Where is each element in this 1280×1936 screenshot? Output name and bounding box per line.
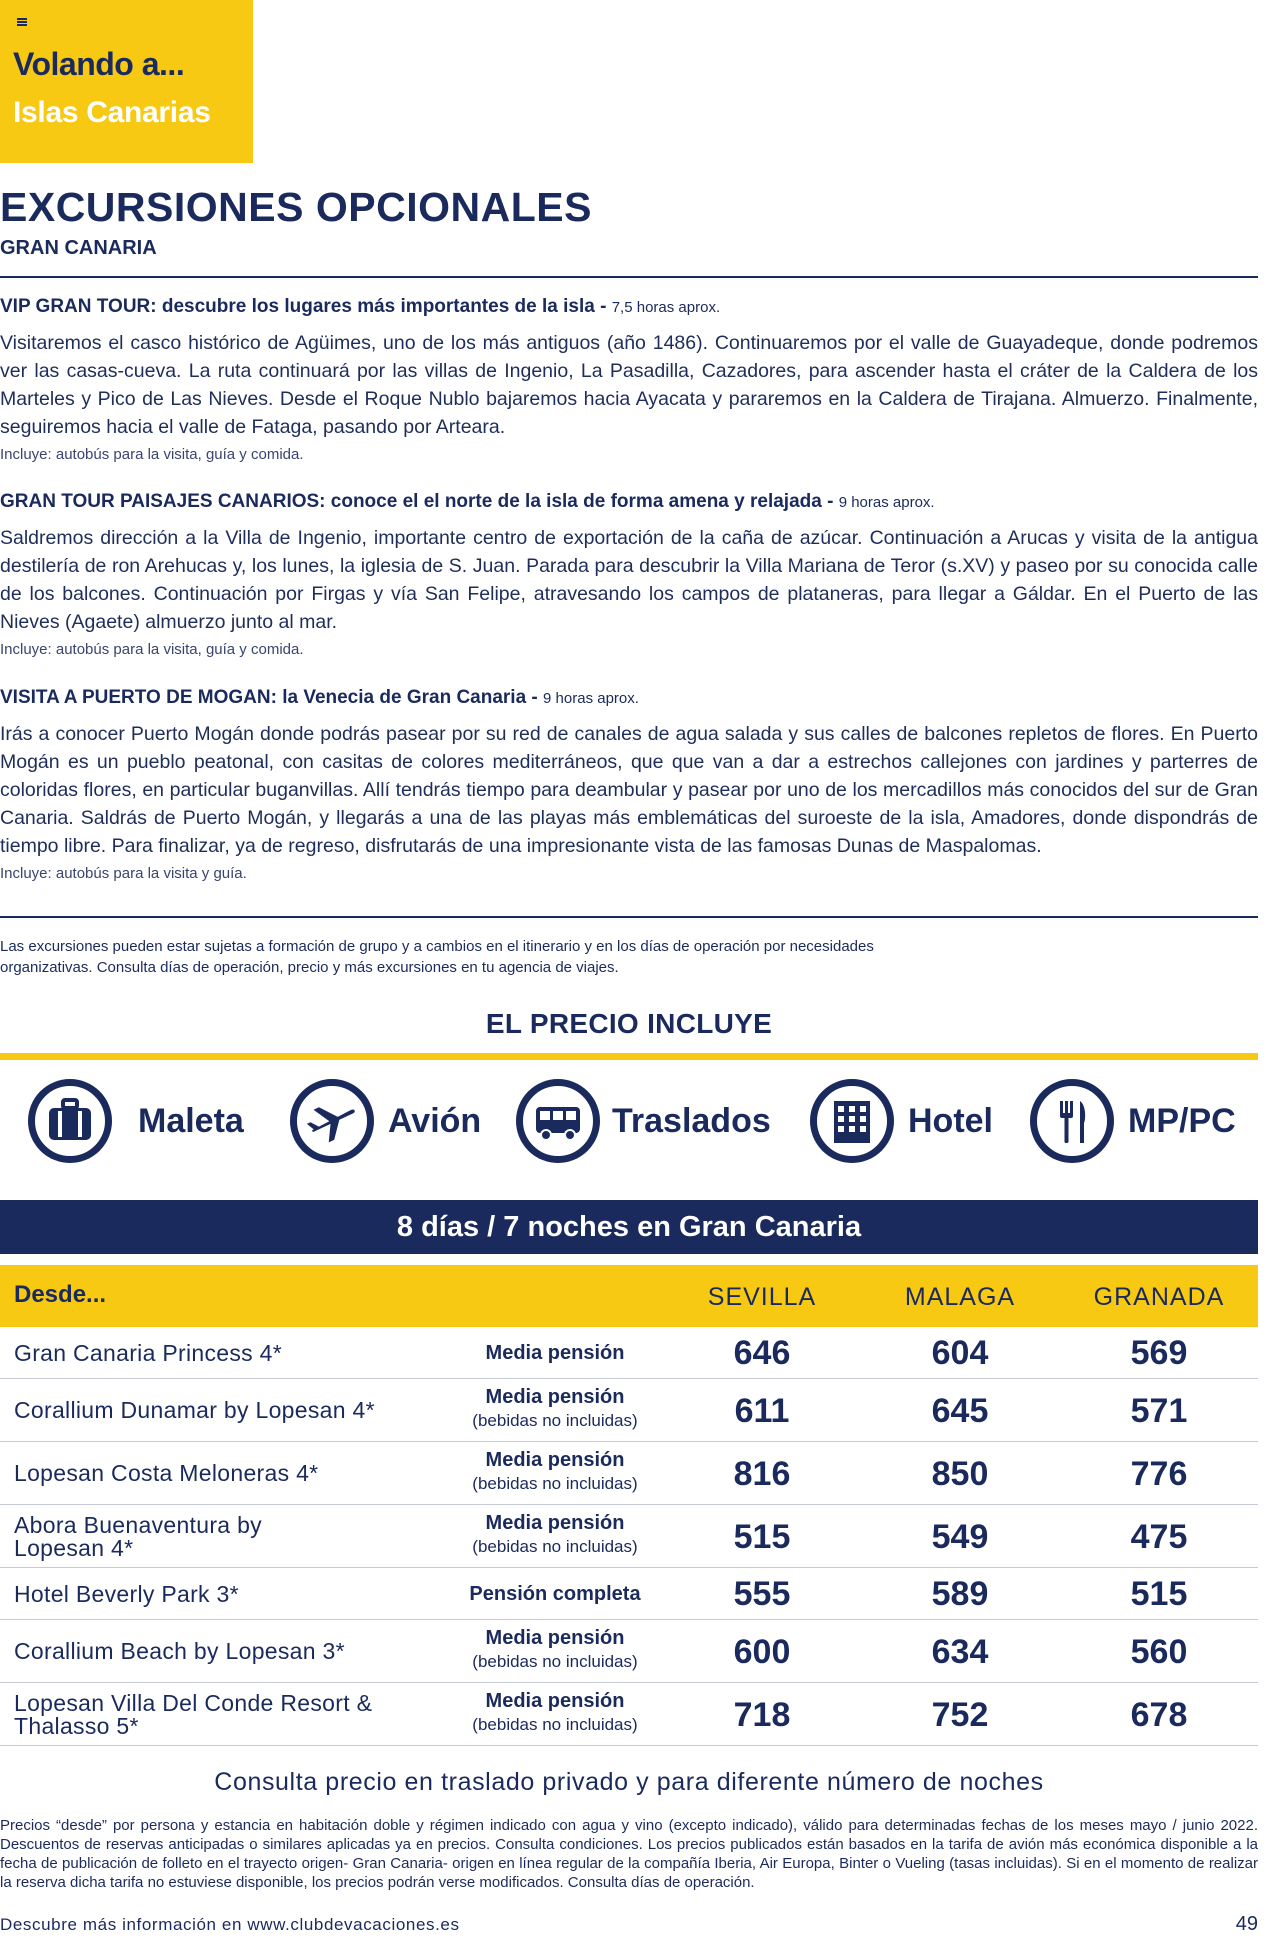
regime-main: Media pensión <box>485 1627 625 1649</box>
price-malaga: 850 <box>931 1455 989 1493</box>
excursion-description: Saldremos dirección a la Villa de Ingenio, importante centro de exportación de la caña de azúcar. Continuación a Arucas y visita de la antigua destilería de ron Arehucas y, los lunes, la iglesia de S. Juan. Parada para descubrir la Villa Mariana de Teror (s.XV) y paseo por su conocida calle de los balcones. Continuación por Firgas y vía San Felipe, atravesando los campos de plataneras, para llegar a Gáldar. En el Puerto de las Nieves (Agaete) almuerzo junto al mar. <box>0 527 1258 633</box>
hotel-name: Abora Buenaventura by Lopesan 4* <box>14 1512 262 1561</box>
suitcase-icon <box>28 1079 112 1163</box>
table-row <box>0 1683 1258 1746</box>
excursion-includes: Incluye: autobús para la visita, guía y comida. <box>0 641 304 658</box>
hotel-name: Lopesan Costa Meloneras 4* <box>14 1460 319 1486</box>
price-granada: 475 <box>1130 1518 1188 1556</box>
menu-icon <box>17 18 27 26</box>
hotel-name: Gran Canaria Princess 4* <box>14 1340 282 1366</box>
includes-title: EL PRECIO INCLUYE <box>485 1008 773 1039</box>
price-sevilla: 816 <box>733 1455 791 1493</box>
hotel-name: Corallium Dunamar by Lopesan 4* <box>14 1397 375 1423</box>
regime-main: Media pensión <box>485 1690 625 1712</box>
excursion-duration: 9 horas aprox. <box>838 494 935 511</box>
hotel-regime <box>460 1626 650 1674</box>
excursion-2 <box>0 489 1258 660</box>
regime-note: (bebidas no incluidas) <box>472 1715 638 1734</box>
hotel-regime <box>460 1448 650 1496</box>
price-granada: 678 <box>1130 1696 1188 1734</box>
excursion-duration: 7,5 horas aprox. <box>611 299 721 316</box>
price-granada: 571 <box>1130 1392 1188 1430</box>
regime-main: Media pensión <box>485 1512 625 1534</box>
page-title: EXCURSIONES OPCIONALES <box>0 184 592 230</box>
price-sevilla: 555 <box>733 1575 791 1613</box>
price-sevilla: 646 <box>733 1334 791 1372</box>
price-sevilla: 600 <box>733 1633 791 1671</box>
hotel-icon <box>810 1079 894 1163</box>
include-label: MP/PC <box>1128 1102 1236 1140</box>
fork-knife-icon <box>1030 1079 1114 1163</box>
table-row <box>0 1505 1258 1568</box>
include-item-hotel <box>810 1075 1010 1170</box>
excursion-title-text: VIP GRAN TOUR: descubre los lugares más importantes de la isla - <box>0 296 607 317</box>
hotel-regime <box>460 1689 650 1737</box>
private-transfer-note: Consulta precio en traslado privado y para diferente número de noches <box>214 1768 1044 1796</box>
table-row <box>0 1568 1258 1620</box>
hotel-name: Hotel Beverly Park 3* <box>14 1581 239 1607</box>
regime-main: Pensión completa <box>469 1583 641 1605</box>
price-malaga: 645 <box>931 1392 989 1430</box>
price-malaga: 604 <box>931 1334 989 1372</box>
excursion-title-text: VISITA A PUERTO DE MOGAN: la Venecia de Gran Canaria - <box>0 687 538 708</box>
table-row <box>0 1442 1258 1505</box>
destination-banner <box>0 0 253 163</box>
city-granada: GRANADA <box>1093 1283 1225 1311</box>
include-label: Traslados <box>612 1102 771 1140</box>
regime-main: Media pensión <box>485 1386 625 1408</box>
regime-note: (bebidas no incluidas) <box>472 1474 638 1493</box>
excursion-description: Irás a conocer Puerto Mogán donde podrás pasear por su red de canales de agua salada y sus calles de balcones repletos de flores. En Puerto Mogán es un pueblo peatonal, con casitas de colores mediterráneos, que que van a dar a estrechos callejones con jardines y parterres de coloridas flores, en particular buganvillas. Allí tendrás tiempo para deambular y pasear por uno de los mercadillos más conocidos del sur de Gran Canaria. Saldrás de Puerto Mogán, y llegarás a una de las playas más emblemáticas del suroeste de la isla, Amadores, donde dispondrás de tiempo libre. Para finalizar, ya de regreso, disfrutarás de una impresionante vista de las famosas Dunas de Maspalomas. <box>0 723 1258 857</box>
price-table-title: 8 días / 7 noches en Gran Canaria <box>0 1200 1258 1254</box>
page-number: 49 <box>1235 1913 1258 1935</box>
excursion-1 <box>0 294 1258 465</box>
price-sevilla: 718 <box>733 1696 791 1734</box>
price-malaga: 752 <box>931 1696 989 1734</box>
price-sevilla: 611 <box>734 1392 790 1430</box>
banner-line-2: Islas Canarias <box>13 96 211 129</box>
regime-note: (bebidas no incluidas) <box>472 1537 638 1556</box>
table-row <box>0 1327 1258 1379</box>
include-item-mp-pc <box>1030 1075 1258 1170</box>
price-table-header <box>0 1265 1258 1327</box>
include-label: Maleta <box>138 1102 244 1140</box>
includes-bar <box>0 1053 1258 1060</box>
excursion-title-text: GRAN TOUR PAISAJES CANARIOS: conoce el el norte de la isla de forma amena y relajada - <box>0 491 834 512</box>
excursion-title <box>0 685 1258 712</box>
price-sevilla: 515 <box>733 1518 791 1556</box>
excursion-title <box>0 489 1258 516</box>
include-label: Avión <box>388 1102 482 1140</box>
excursion-description: Visitaremos el casco histórico de Agüimes, uno de los más antiguos (año 1486). Continuaremos por el valle de Guayadeque, donde podremos ver las casas-cueva. La ruta continuará por las villas de Ingenio, La Pasadilla, Cazadores, para ascender hasta el cráter de la Caldera de los Marteles y Pico de Las Nieves. Desde el Roque Nublo bajaremos hacia Ayacata y pararemos en la Caldera de Tirajana. Almuerzo. Finalmente, seguiremos hacia el valle de Fataga, pasando por Arteara. <box>0 332 1258 438</box>
price-malaga: 589 <box>931 1575 989 1613</box>
excursion-duration: 9 horas aprox. <box>543 690 639 707</box>
include-item-avion <box>290 1075 490 1170</box>
price-granada: 560 <box>1130 1633 1188 1671</box>
include-item-maleta <box>28 1075 248 1170</box>
excursion-includes: Incluye: autobús para la visita, guía y comida. <box>0 446 304 463</box>
city-malaga: MALAGA <box>904 1283 1016 1311</box>
divider <box>0 276 1258 278</box>
include-label: Hotel <box>908 1102 993 1140</box>
regime-note: (bebidas no incluidas) <box>472 1652 638 1671</box>
hotel-name: Corallium Beach by Lopesan 3* <box>14 1638 345 1664</box>
table-row <box>0 1620 1258 1683</box>
bus-icon <box>516 1079 600 1163</box>
hotel-regime <box>460 1582 650 1606</box>
price-malaga: 549 <box>931 1518 989 1556</box>
includes-list <box>0 1075 1258 1170</box>
regime-main: Media pensión <box>485 1449 625 1471</box>
price-granada: 569 <box>1130 1334 1188 1372</box>
include-item-traslados <box>516 1075 771 1170</box>
regime-note: (bebidas no incluidas) <box>472 1411 638 1430</box>
footer-website[interactable]: Descubre más información en www.clubdevacaciones.es <box>0 1915 460 1934</box>
banner-line-1: Volando a... <box>13 46 185 82</box>
divider <box>0 916 1258 918</box>
excursion-3 <box>0 685 1258 884</box>
excursion-title <box>0 294 1258 321</box>
page-subtitle: GRAN CANARIA <box>0 237 157 259</box>
price-granada: 776 <box>1130 1455 1188 1493</box>
fine-print: Precios “desde” por persona y estancia en habitación doble y régimen indicado con agua y vino (excepto indicado), válido para determinadas fechas de los meses mayo / junio 2022. Descuentos de reservas anticipadas o similares aplicadas ya en precios. Consulta condiciones. Los precios publicados están basados en la tarifa de avión más económica disponible a la fecha de publicación de folleto en el trayecto origen- Gran Canaria- origen en línea regular de la compañía Iberia, Air Europa, Binter o Vueling (tasas incluidas). Si en el momento de realizar la reserva dicha tarifa no estuviese disponible, los precios podrán verse modificados. Consulta días de operación. <box>0 1817 1258 1891</box>
hotel-regime <box>460 1511 650 1559</box>
price-malaga: 634 <box>931 1633 989 1671</box>
price-granada: 515 <box>1130 1575 1188 1613</box>
table-row <box>0 1379 1258 1442</box>
excursion-includes: Incluye: autobús para la visita y guía. <box>0 865 247 882</box>
city-sevilla: SEVILLA <box>707 1283 817 1311</box>
hotel-regime <box>460 1385 650 1433</box>
regime-main: Media pensión <box>485 1342 625 1364</box>
hotel-regime <box>460 1341 650 1365</box>
desde-label: Desde... <box>14 1281 107 1308</box>
excursions-note: Las excursiones pueden estar sujetas a formación de grupo y a cambios en el itinerario y en los días de operación por necesidades organizativas. Consulta días de operación, precio y más excursiones en tu agencia de viajes. <box>0 938 874 976</box>
hotel-name: Lopesan Villa Del Conde Resort & Thalasso 5* <box>14 1690 373 1739</box>
plane-icon <box>290 1079 374 1163</box>
